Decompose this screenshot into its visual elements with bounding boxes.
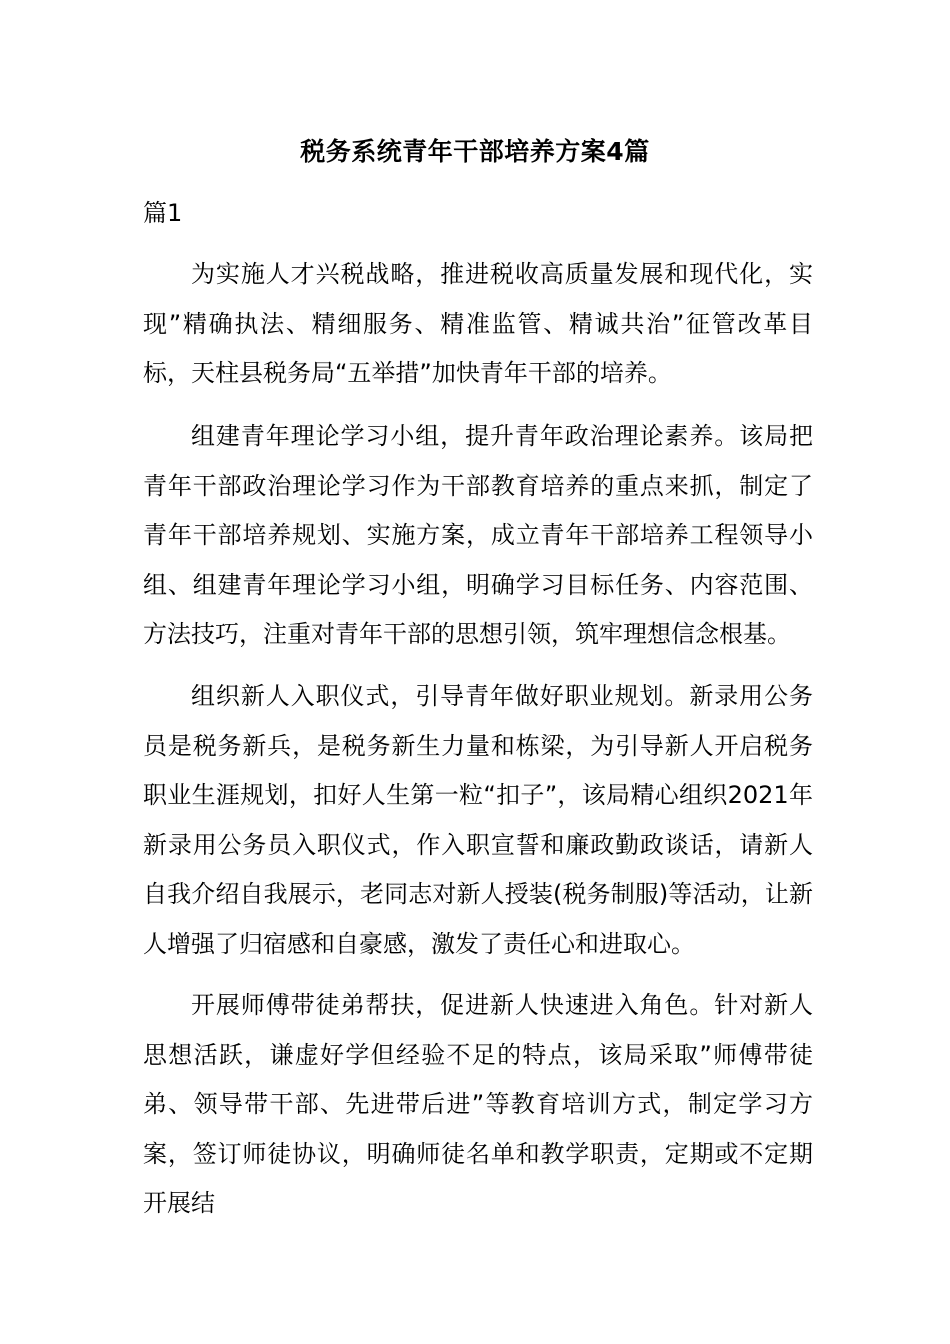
paragraph-intro: 为实施人才兴税战略，推进税收高质量发展和现代化，实现”精确执法、精细服务、精准监管、精诚共治”征管改革目标，天柱县税务局“五举措”加快青年干部的培养。 bbox=[143, 260, 813, 387]
paragraph-mentorship: 开展师傅带徒弟帮扶，促进新人快速进入角色。针对新人思想活跃，谦虚好学但经验不足的特点，该局采取”师傅带徒弟、领导带干部、先进带后进”等教育培训方式，制定学习方案，签订师徒协议，明确师徒名单和教学职责，定期或不定期开展结 bbox=[143, 991, 813, 1217]
section-label: 篇1 bbox=[143, 199, 183, 227]
paragraph-theory-study: 组建青年理论学习小组，提升青年政治理论素养。该局把青年干部政治理论学习作为干部教育培养的重点来抓，制定了青年干部培养规划、实施方案，成立青年干部培养工程领导小组、组建青年理论学习小组，明确学习目标任务、内容范围、方法技巧，注重对青年干部的思想引领，筑牢理想信念根基。 bbox=[143, 422, 813, 648]
paragraph-onboarding: 组织新人入职仪式，引导青年做好职业规划。新录用公务员是税务新兵，是税务新生力量和栋梁，为引导新人开启税务职业生涯规划，扣好人生第一粒“扣子”，该局精心组织2021年新录用公务员入职仪式，作入职宣誓和廉政勤政谈话，请新人自我介绍自我展示，老同志对新人授装(税务制服)等活动，让新人增强了归宿感和自豪感，激发了责任心和进取心。 bbox=[143, 682, 813, 958]
document-title: 税务系统青年干部培养方案4篇 bbox=[300, 137, 650, 166]
